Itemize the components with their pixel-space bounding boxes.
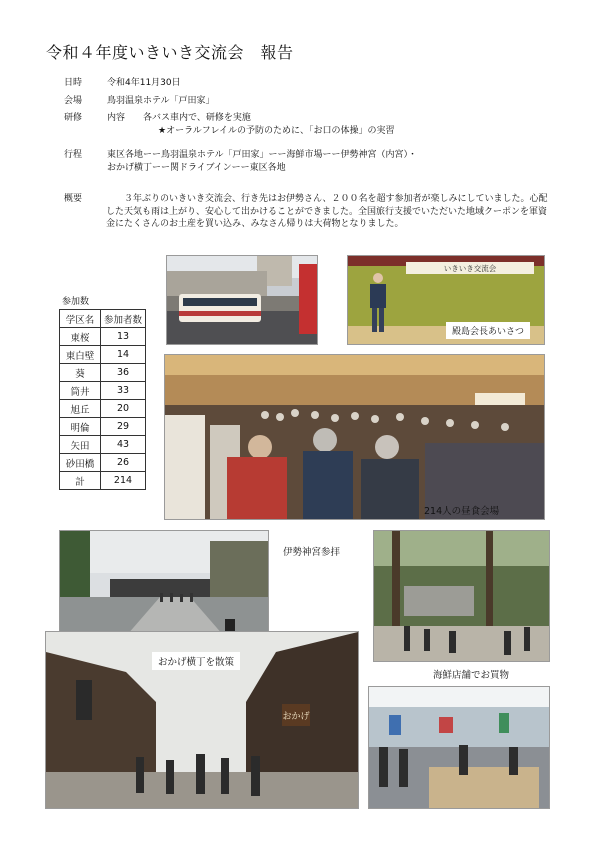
table-row [60,400,146,418]
photo-greeting [347,255,545,345]
caption-market: 海鮮店舗でお買物 [433,670,510,681]
table-header-row [60,310,146,328]
training-detail: ★オーラルフレイルの予防のために、「お口の体操」の実習 [158,126,395,136]
count-cell: 26 [101,454,146,472]
header-district: 学区名 [60,310,101,328]
district-cell: 東桜 [60,328,101,346]
itinerary-value-2: おかげ横丁ーー関ドライブインーー東区各地 [107,163,286,173]
caption-greeting: 殿島会長あいさつ [446,322,530,339]
summary-label: 概要 [64,194,83,204]
caption-lunch: 214人の昼食会場 [424,506,500,517]
count-cell: 36 [101,364,146,382]
training-label: 研修 [64,113,83,123]
participants-table [59,309,146,490]
date-label: 日時 [64,78,83,88]
table-title: 参加数 [62,297,90,307]
district-cell: 旭丘 [60,400,101,418]
table-row [60,346,146,364]
itinerary-value: 東区各地ーー鳥羽温泉ホテル「戸田家」ーー海鮮市場ーー伊勢神宮（内宮）・ [107,150,418,160]
count-cell: 20 [101,400,146,418]
page-title: 令和４年度いきいき交流会 報告 [46,43,294,62]
venue-value: 鳥羽温泉ホテル「戸田家」 [107,96,215,106]
district-cell: 葵 [60,364,101,382]
photo-okage-street [45,631,359,809]
photo-seafood-market [368,686,550,809]
table-row [60,418,146,436]
header-count: 参加者数 [101,310,146,328]
district-cell: 砂田橋 [60,454,101,472]
caption-okage: おかげ横丁を散策 [152,652,240,670]
banner-text: いきいき交流会 [443,264,497,273]
district-cell: 筒井 [60,382,101,400]
district-cell: 矢田 [60,436,101,454]
count-cell: 29 [101,418,146,436]
photo-forest-shrine [373,530,550,662]
table-row [60,364,146,382]
date-value: 令和4年11月30日 [107,78,181,88]
table-row [60,382,146,400]
table-total-row [60,472,146,490]
count-cell: 13 [101,328,146,346]
count-cell: 14 [101,346,146,364]
table-row [60,436,146,454]
district-cell: 東白壁 [60,346,101,364]
photo-lunch-hall [164,354,545,520]
photo-shrine-path [59,530,269,644]
count-cell: 43 [101,436,146,454]
count-cell: 33 [101,382,146,400]
total-label-cell: 計 [60,472,101,490]
itinerary-label: 行程 [64,150,83,160]
table-row [60,454,146,472]
district-cell: 明倫 [60,418,101,436]
total-count-cell: 214 [101,472,146,490]
photo-hotel-buses [166,255,318,345]
caption-shrine: 伊勢神宮参拝 [283,547,341,558]
summary-text: ３年ぶりのいきいき交流会、行き先はお伊勢さん、２００名を超す参加者が楽しみにしていました。心配した天気も雨は上がり、安心して出かけることができました。全国旅行支援でいただいた地域クーポンを軍資金にたくさんのお土産を買い込み、みなさん帰りは大荷物となりました。 [106,194,548,229]
training-value: 内容 各バス車内で、研修を実施 [107,113,251,123]
table-row [60,328,146,346]
venue-label: 会場 [64,96,83,106]
shop-sign-text: おかげ [282,712,310,722]
